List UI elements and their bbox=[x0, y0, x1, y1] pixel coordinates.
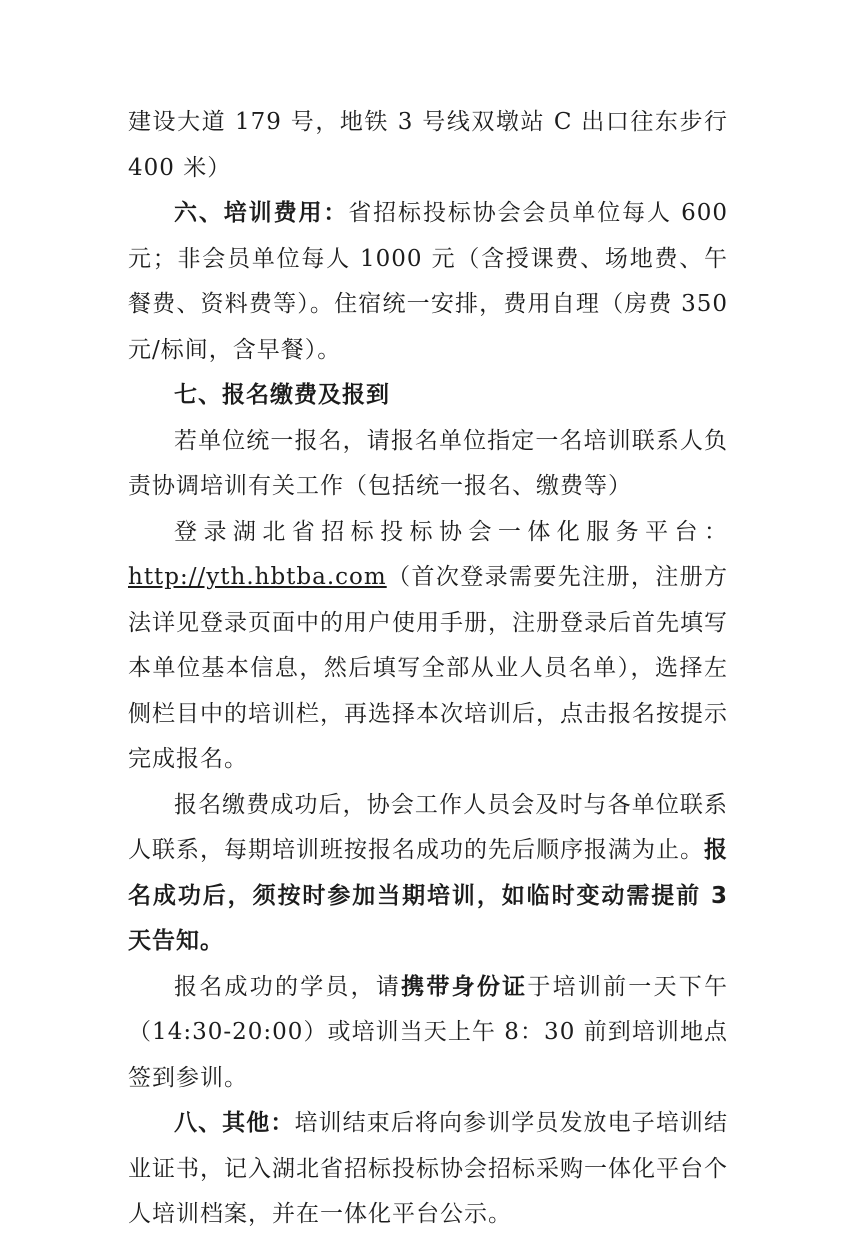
document-body bbox=[128, 100, 728, 1238]
section-six-fees bbox=[128, 191, 728, 373]
checkin-text-post: 于培训前一天下午（14:30-20:00）或培训当天上午 8：30 前到培训地点签到参训。 bbox=[128, 973, 729, 1091]
address-continuation bbox=[128, 100, 728, 191]
platform-instructions-text: （首次登录需要先注册，注册方法详见登录页面中的用户使用手册，注册登录后首先填写本单位基本信息，然后填写全部从业人员名单），选择左侧栏目中的培训栏，再选择本次培训后，点击报名按提示完成报名。 bbox=[128, 564, 728, 772]
section-seven-para-3 bbox=[128, 783, 728, 965]
checkin-text-pre: 报名成功的学员，请 bbox=[174, 973, 402, 1000]
section-eight-other bbox=[128, 1101, 728, 1238]
section-eight-heading: 八、其他： bbox=[174, 1110, 295, 1136]
platform-url-link[interactable]: http://yth.hbtba.com bbox=[128, 564, 387, 590]
section-six-heading: 六、培训费用： bbox=[174, 200, 349, 226]
confirmation-text: 报名缴费成功后，协会工作人员会及时与各单位联系人联系，每期培训班按报名成功的先后顺序报满为止。 bbox=[128, 791, 728, 863]
section-seven-para-4 bbox=[128, 965, 728, 1102]
section-seven-para-1 bbox=[128, 419, 728, 510]
section-seven-para-1-text: 若单位统一报名，请报名单位指定一名培训联系人负责协调培训有关工作（包括统一报名、缴费等） bbox=[128, 427, 728, 499]
platform-login-text: 登录湖北省招标投标协会一体化服务平台： bbox=[174, 518, 728, 545]
address-text: 建设大道 179 号，地铁 3 号线双墩站 C 出口往东步行 400 米） bbox=[128, 109, 728, 181]
section-eight-body: 培训结束后将向参训学员发放电子培训结业证书，记入湖北省招标投标协会招标采购一体化平台个人培训档案，并在一体化平台公示。 bbox=[128, 1110, 729, 1227]
attendance-notice: 报名成功后，须按时参加当期培训，如临时变动需提前 3 天告知。 bbox=[128, 837, 728, 954]
section-seven-heading: 七、报名缴费及报到 bbox=[174, 382, 390, 408]
bring-id-notice: 携带身份证 bbox=[401, 973, 528, 1000]
section-seven-para-2 bbox=[128, 510, 728, 783]
section-six-body: 省招标投标协会会员单位每人 600 元；非会员单位每人 1000 元（含授课费、场地费、午餐费、资料费等）。住宿统一安排，费用自理（房费 350 元/标间，含早餐）。 bbox=[128, 200, 728, 363]
